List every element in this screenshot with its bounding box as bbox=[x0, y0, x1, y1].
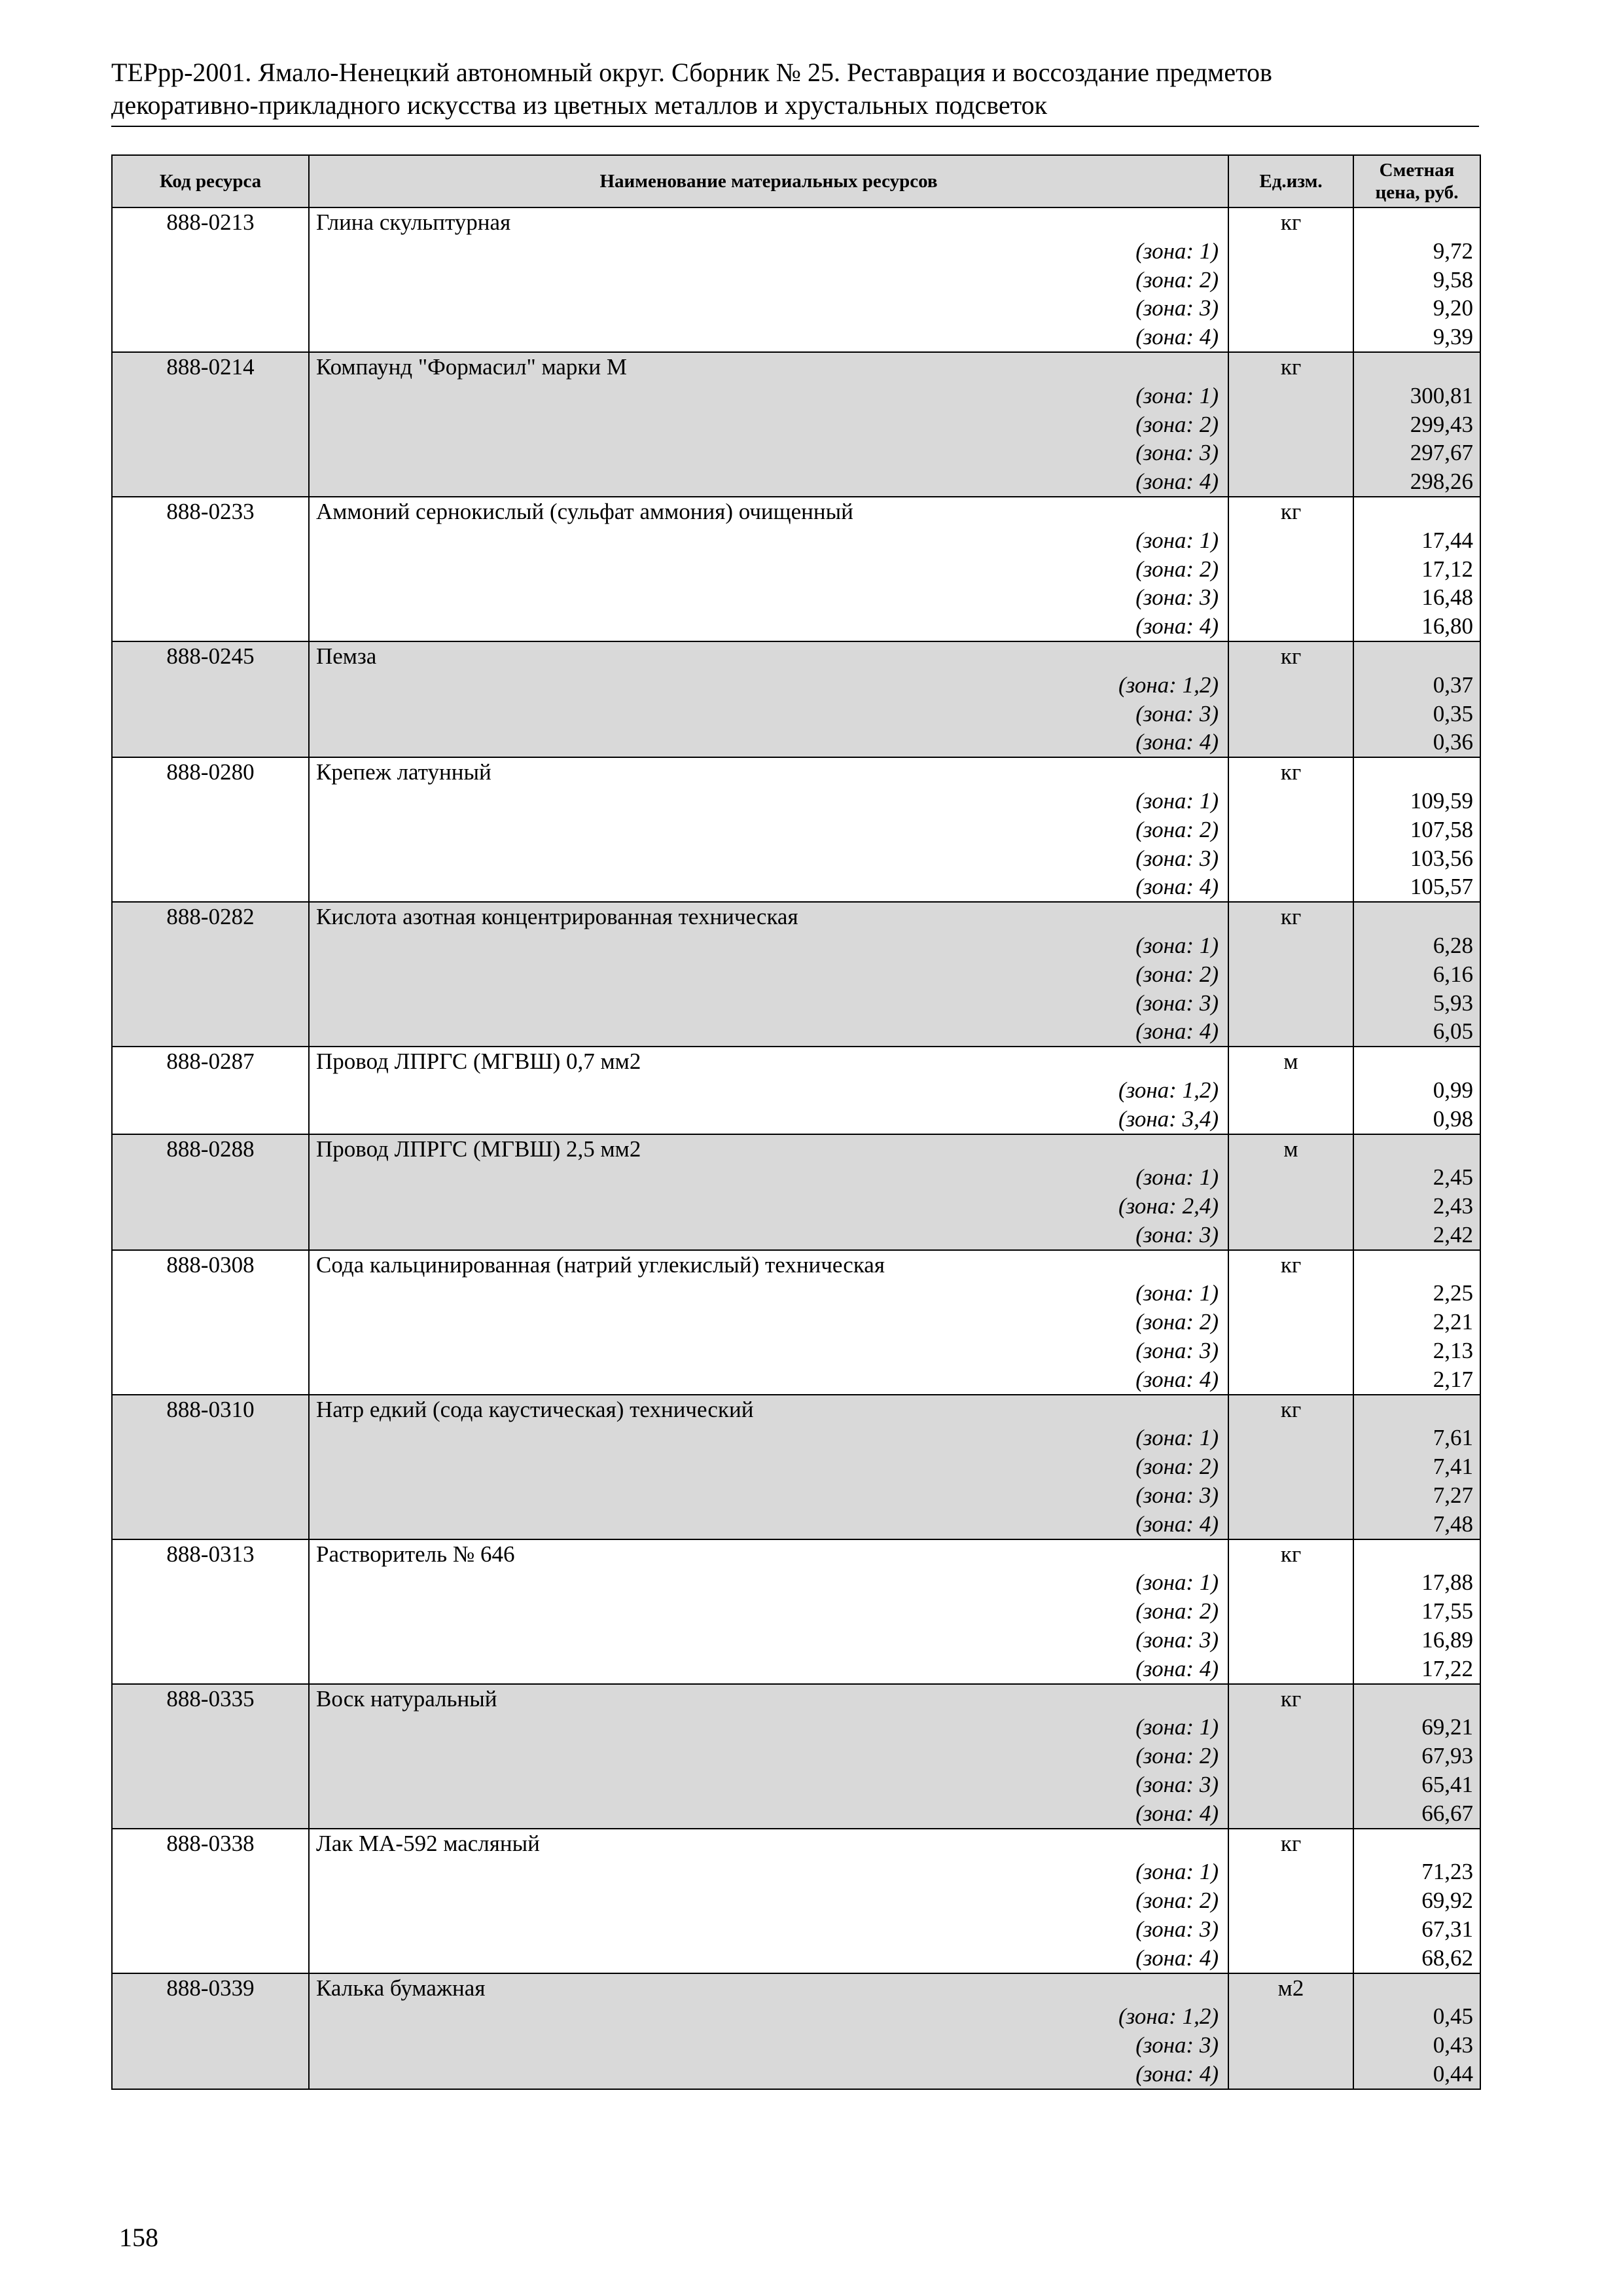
zone-label: (зона: 3) bbox=[1135, 1221, 1219, 1247]
zone-price: 7,48 bbox=[1433, 1511, 1473, 1537]
resource-code: 888-0287 bbox=[166, 1049, 255, 1075]
zone-label: (зона: 1) bbox=[1135, 1714, 1219, 1740]
resource-name: Кислота азотная концентрированная техническая bbox=[316, 904, 798, 930]
unit-cell bbox=[1228, 497, 1353, 641]
zone-label: (зона: 3) bbox=[1135, 584, 1219, 611]
zone-price: 69,21 bbox=[1421, 1714, 1473, 1740]
zone-price: 17,88 bbox=[1421, 1570, 1473, 1596]
table-row bbox=[112, 1395, 1480, 1539]
resource-code: 888-0245 bbox=[166, 643, 255, 669]
zone-price: 2,45 bbox=[1433, 1164, 1473, 1191]
price-cell bbox=[1353, 757, 1480, 902]
zone-price: 0,99 bbox=[1433, 1077, 1473, 1103]
price-spacer bbox=[1354, 758, 1480, 787]
resource-name-cell bbox=[309, 352, 1228, 497]
zone-label: (зона: 1) bbox=[1135, 238, 1219, 264]
resource-name: Лак МА-592 масляный bbox=[316, 1830, 540, 1856]
zone-label: (зона: 1,2) bbox=[1118, 2003, 1219, 2030]
zone-label: (зона: 2) bbox=[1135, 816, 1219, 842]
column-header-name: Наименование материальных ресурсов bbox=[309, 155, 1228, 207]
zone-label: (зона: 3) bbox=[1135, 2032, 1219, 2058]
resource-name-cell bbox=[309, 1684, 1228, 1829]
resource-code-cell bbox=[112, 757, 309, 902]
zone-label: (зона: 4) bbox=[1135, 1018, 1219, 1045]
table-row bbox=[112, 1250, 1480, 1395]
zone-price: 109,59 bbox=[1410, 787, 1473, 814]
column-header-unit: Ед.изм. bbox=[1228, 155, 1353, 207]
zone-label: (зона: 2,4) bbox=[1118, 1193, 1219, 1219]
unit-value: кг bbox=[1280, 353, 1302, 380]
unit-cell bbox=[1228, 352, 1353, 497]
zone-price: 105,57 bbox=[1410, 874, 1473, 900]
resource-name-cell bbox=[309, 497, 1228, 641]
zone-price: 7,41 bbox=[1433, 1454, 1473, 1480]
resource-name-cell bbox=[309, 1829, 1228, 1973]
zone-label: (зона: 2) bbox=[1135, 556, 1219, 582]
resource-code-cell bbox=[112, 1684, 309, 1829]
resource-name: Крепеж латунный bbox=[316, 759, 491, 785]
price-spacer bbox=[1354, 208, 1480, 237]
price-cell bbox=[1353, 1395, 1480, 1539]
resource-name-cell bbox=[309, 1973, 1228, 2089]
zone-price: 107,58 bbox=[1410, 816, 1473, 842]
price-cell bbox=[1353, 497, 1480, 641]
resource-name: Растворитель № 646 bbox=[316, 1541, 515, 1567]
table-row bbox=[112, 757, 1480, 902]
resource-name: Провод ЛПРГС (МГВШ) 2,5 мм2 bbox=[316, 1136, 641, 1162]
table-row bbox=[112, 1134, 1480, 1250]
resource-name-cell bbox=[309, 1250, 1228, 1395]
price-cell bbox=[1353, 1134, 1480, 1250]
zone-label: (зона: 3) bbox=[1135, 845, 1219, 871]
zone-price: 2,43 bbox=[1433, 1193, 1473, 1219]
table-body bbox=[112, 207, 1480, 2089]
zone-label: (зона: 3) bbox=[1135, 1772, 1219, 1798]
zone-label: (зона: 3) bbox=[1135, 440, 1219, 466]
zone-price: 66,67 bbox=[1421, 1800, 1473, 1826]
zone-price: 67,93 bbox=[1421, 1743, 1473, 1769]
zone-price: 0,45 bbox=[1433, 2003, 1473, 2030]
resource-code: 888-0288 bbox=[166, 1136, 255, 1162]
zone-label: (зона: 1) bbox=[1135, 932, 1219, 958]
zone-label: (зона: 2) bbox=[1135, 266, 1219, 293]
unit-cell bbox=[1228, 1684, 1353, 1829]
unit-cell bbox=[1228, 1134, 1353, 1250]
zone-price: 6,28 bbox=[1433, 932, 1473, 958]
zone-price: 298,26 bbox=[1410, 469, 1473, 495]
zone-label: (зона: 4) bbox=[1135, 1800, 1219, 1826]
zone-label: (зона: 1,2) bbox=[1118, 672, 1219, 698]
zone-label: (зона: 3) bbox=[1135, 1627, 1219, 1653]
resource-code: 888-0280 bbox=[166, 759, 255, 785]
zone-price: 0,44 bbox=[1433, 2061, 1473, 2087]
zone-price: 0,37 bbox=[1433, 672, 1473, 698]
resource-code: 888-0214 bbox=[166, 353, 255, 380]
price-cell bbox=[1353, 1973, 1480, 2089]
zone-price: 0,43 bbox=[1433, 2032, 1473, 2058]
table-row bbox=[112, 497, 1480, 641]
zone-label: (зона: 1) bbox=[1135, 1859, 1219, 1885]
unit-cell bbox=[1228, 1539, 1353, 1684]
unit-value: кг bbox=[1280, 1396, 1302, 1422]
header-title-line-1: ТЕРрр-2001. Ямало-Ненецкий автономный округ. Сборник № 25. Реставрация и воссоздание предметов bbox=[111, 58, 1272, 87]
resource-code-cell bbox=[112, 1250, 309, 1395]
resource-name-cell bbox=[309, 641, 1228, 757]
resource-code-cell bbox=[112, 1539, 309, 1684]
price-spacer bbox=[1354, 1540, 1480, 1569]
price-cell bbox=[1353, 207, 1480, 352]
price-spacer bbox=[1354, 1251, 1480, 1280]
price-cell bbox=[1353, 352, 1480, 497]
zone-label: (зона: 1) bbox=[1135, 1425, 1219, 1451]
zone-price: 2,17 bbox=[1433, 1366, 1473, 1392]
zone-price: 16,89 bbox=[1421, 1627, 1473, 1653]
zone-label: (зона: 4) bbox=[1135, 2061, 1219, 2087]
unit-value: кг bbox=[1280, 209, 1302, 235]
zone-label: (зона: 3) bbox=[1135, 1482, 1219, 1509]
table-row bbox=[112, 1829, 1480, 1973]
resource-name: Пемза bbox=[316, 643, 377, 669]
resource-name: Компаунд "Формасил" марки М bbox=[316, 353, 628, 380]
resource-code-cell bbox=[112, 1395, 309, 1539]
zone-label: (зона: 4) bbox=[1135, 469, 1219, 495]
price-spacer bbox=[1354, 642, 1480, 671]
price-cell bbox=[1353, 1539, 1480, 1684]
zone-price: 9,39 bbox=[1433, 324, 1473, 350]
zone-label: (зона: 3) bbox=[1135, 1916, 1219, 1943]
resource-name: Калька бумажная bbox=[316, 1975, 486, 2001]
zone-price: 17,44 bbox=[1421, 527, 1473, 553]
zone-price: 5,93 bbox=[1433, 990, 1473, 1016]
unit-value: кг bbox=[1280, 759, 1302, 785]
zone-label: (зона: 1) bbox=[1135, 787, 1219, 814]
resource-name-cell bbox=[309, 1395, 1228, 1539]
zone-label: (зона: 2) bbox=[1135, 1598, 1219, 1624]
resource-name: Натр едкий (сода каустическая) технический bbox=[316, 1396, 754, 1422]
resource-name: Глина скульптурная bbox=[316, 209, 511, 235]
resource-code: 888-0339 bbox=[166, 1975, 255, 2001]
table-row bbox=[112, 1684, 1480, 1829]
zone-label: (зона: 3) bbox=[1135, 700, 1219, 726]
price-cell bbox=[1353, 641, 1480, 757]
resource-code: 888-0338 bbox=[166, 1830, 255, 1856]
zone-price: 0,98 bbox=[1433, 1105, 1473, 1132]
resource-code-cell bbox=[112, 497, 309, 641]
zone-price: 2,21 bbox=[1433, 1309, 1473, 1335]
zone-label: (зона: 1) bbox=[1135, 527, 1219, 553]
resource-code: 888-0233 bbox=[166, 498, 255, 524]
zone-price: 9,20 bbox=[1433, 295, 1473, 321]
resource-name: Воск натуральный bbox=[316, 1685, 497, 1712]
price-cell bbox=[1353, 1250, 1480, 1395]
zone-label: (зона: 1) bbox=[1135, 1570, 1219, 1596]
unit-value: кг bbox=[1280, 643, 1302, 669]
zone-label: (зона: 2) bbox=[1135, 1454, 1219, 1480]
table-row bbox=[112, 1047, 1480, 1134]
zone-price: 67,31 bbox=[1421, 1916, 1473, 1943]
unit-cell bbox=[1228, 902, 1353, 1047]
zone-price: 297,67 bbox=[1410, 440, 1473, 466]
zone-label: (зона: 2) bbox=[1135, 1309, 1219, 1335]
column-header-price bbox=[1353, 155, 1480, 207]
zone-price: 7,61 bbox=[1433, 1425, 1473, 1451]
unit-value: кг bbox=[1280, 498, 1302, 524]
price-spacer bbox=[1354, 903, 1480, 931]
unit-cell bbox=[1228, 1973, 1353, 2089]
unit-value: кг bbox=[1280, 904, 1302, 930]
price-cell bbox=[1353, 1047, 1480, 1134]
zone-label: (зона: 2) bbox=[1135, 1888, 1219, 1914]
resource-name-cell bbox=[309, 902, 1228, 1047]
resource-name: Сода кальцинированная (натрий углекислый) техническая bbox=[316, 1251, 885, 1278]
resource-code: 888-0335 bbox=[166, 1685, 255, 1712]
zone-price: 7,27 bbox=[1433, 1482, 1473, 1509]
unit-cell bbox=[1228, 1047, 1353, 1134]
zone-price: 16,48 bbox=[1421, 584, 1473, 611]
price-spacer bbox=[1354, 1135, 1480, 1164]
resource-code-cell bbox=[112, 1973, 309, 2089]
table-row bbox=[112, 1973, 1480, 2089]
column-header-price-line-2: цена, руб. bbox=[1375, 182, 1459, 203]
resource-code-cell bbox=[112, 1829, 309, 1973]
zone-price: 6,05 bbox=[1433, 1018, 1473, 1045]
price-spacer bbox=[1354, 1047, 1480, 1076]
resource-name-cell bbox=[309, 1134, 1228, 1250]
resource-code-cell bbox=[112, 207, 309, 352]
zone-price: 17,22 bbox=[1421, 1655, 1473, 1681]
zone-price: 9,72 bbox=[1433, 238, 1473, 264]
zone-price: 0,35 bbox=[1433, 700, 1473, 726]
zone-label: (зона: 3) bbox=[1135, 295, 1219, 321]
zone-price: 6,16 bbox=[1433, 961, 1473, 987]
resource-name-cell bbox=[309, 207, 1228, 352]
price-spacer bbox=[1354, 497, 1480, 526]
unit-value: кг bbox=[1280, 1685, 1302, 1712]
resource-name-cell bbox=[309, 757, 1228, 902]
table-row bbox=[112, 1539, 1480, 1684]
price-cell bbox=[1353, 1829, 1480, 1973]
unit-cell bbox=[1228, 641, 1353, 757]
resource-code: 888-0308 bbox=[166, 1251, 255, 1278]
zone-label: (зона: 2) bbox=[1135, 1743, 1219, 1769]
zone-price: 68,62 bbox=[1421, 1945, 1473, 1971]
zone-label: (зона: 1,2) bbox=[1118, 1077, 1219, 1103]
zone-label: (зона: 1) bbox=[1135, 1164, 1219, 1191]
unit-value: кг bbox=[1280, 1830, 1302, 1856]
zone-price: 17,55 bbox=[1421, 1598, 1473, 1624]
zone-label: (зона: 3,4) bbox=[1118, 1105, 1219, 1132]
unit-cell bbox=[1228, 1250, 1353, 1395]
unit-cell bbox=[1228, 1395, 1353, 1539]
resource-code-cell bbox=[112, 641, 309, 757]
zone-price: 2,13 bbox=[1433, 1338, 1473, 1364]
zone-label: (зона: 4) bbox=[1135, 613, 1219, 639]
header-divider bbox=[111, 126, 1479, 127]
resource-name-cell bbox=[309, 1047, 1228, 1134]
zone-label: (зона: 4) bbox=[1135, 1511, 1219, 1537]
table-row bbox=[112, 207, 1480, 352]
zone-price: 2,25 bbox=[1433, 1280, 1473, 1306]
table-row bbox=[112, 352, 1480, 497]
zone-label: (зона: 3) bbox=[1135, 1338, 1219, 1364]
price-spacer bbox=[1354, 1685, 1480, 1713]
unit-value: м2 bbox=[1277, 1975, 1304, 2001]
zone-label: (зона: 1) bbox=[1135, 382, 1219, 408]
resource-code-cell bbox=[112, 352, 309, 497]
zone-label: (зона: 4) bbox=[1135, 874, 1219, 900]
zone-price: 300,81 bbox=[1410, 382, 1473, 408]
zone-label: (зона: 4) bbox=[1135, 1655, 1219, 1681]
price-spacer bbox=[1354, 1974, 1480, 2003]
zone-price: 65,41 bbox=[1421, 1772, 1473, 1798]
page-number: 158 bbox=[119, 2223, 158, 2252]
price-cell bbox=[1353, 902, 1480, 1047]
resource-name: Аммоний сернокислый (сульфат аммония) очищенный bbox=[316, 498, 853, 524]
resource-code: 888-0282 bbox=[166, 904, 255, 930]
resource-code-cell bbox=[112, 902, 309, 1047]
zone-price: 2,42 bbox=[1433, 1221, 1473, 1247]
zone-label: (зона: 4) bbox=[1135, 1366, 1219, 1392]
resource-code: 888-0213 bbox=[166, 209, 255, 235]
price-spacer bbox=[1354, 1829, 1480, 1858]
table-row bbox=[112, 902, 1480, 1047]
header-title-line-2: декоративно-прикладного искусства из цветных металлов и хрустальных подсветок bbox=[111, 90, 1048, 120]
unit-value: кг bbox=[1280, 1541, 1302, 1567]
resource-code: 888-0313 bbox=[166, 1541, 255, 1567]
resource-code-cell bbox=[112, 1134, 309, 1250]
unit-cell bbox=[1228, 207, 1353, 352]
unit-value: м bbox=[1283, 1049, 1298, 1075]
zone-label: (зона: 4) bbox=[1135, 1945, 1219, 1971]
table-row bbox=[112, 641, 1480, 757]
resource-code-cell bbox=[112, 1047, 309, 1134]
zone-label: (зона: 2) bbox=[1135, 411, 1219, 437]
zone-price: 69,92 bbox=[1421, 1888, 1473, 1914]
zone-label: (зона: 2) bbox=[1135, 961, 1219, 987]
zone-label: (зона: 1) bbox=[1135, 1280, 1219, 1306]
price-spacer bbox=[1354, 1395, 1480, 1424]
zone-price: 0,36 bbox=[1433, 729, 1473, 755]
zone-price: 71,23 bbox=[1421, 1859, 1473, 1885]
zone-price: 299,43 bbox=[1410, 411, 1473, 437]
zone-label: (зона: 4) bbox=[1135, 324, 1219, 350]
unit-value: м bbox=[1283, 1136, 1298, 1162]
unit-cell bbox=[1228, 757, 1353, 902]
resource-name-cell bbox=[309, 1539, 1228, 1684]
table-header-row bbox=[112, 155, 1480, 207]
unit-cell bbox=[1228, 1829, 1353, 1973]
zone-price: 9,58 bbox=[1433, 266, 1473, 293]
column-header-code: Код ресурса bbox=[112, 155, 309, 207]
resources-table bbox=[111, 154, 1481, 2090]
zone-label: (зона: 4) bbox=[1135, 729, 1219, 755]
page-header bbox=[111, 56, 1479, 122]
price-spacer bbox=[1354, 353, 1480, 382]
zone-label: (зона: 3) bbox=[1135, 990, 1219, 1016]
unit-value: кг bbox=[1280, 1251, 1302, 1278]
zone-price: 17,12 bbox=[1421, 556, 1473, 582]
zone-price: 103,56 bbox=[1410, 845, 1473, 871]
column-header-price-line-1: Сметная bbox=[1379, 160, 1455, 181]
resource-code: 888-0310 bbox=[166, 1396, 255, 1422]
zone-price: 16,80 bbox=[1421, 613, 1473, 639]
price-cell bbox=[1353, 1684, 1480, 1829]
resource-name: Провод ЛПРГС (МГВШ) 0,7 мм2 bbox=[316, 1049, 641, 1075]
